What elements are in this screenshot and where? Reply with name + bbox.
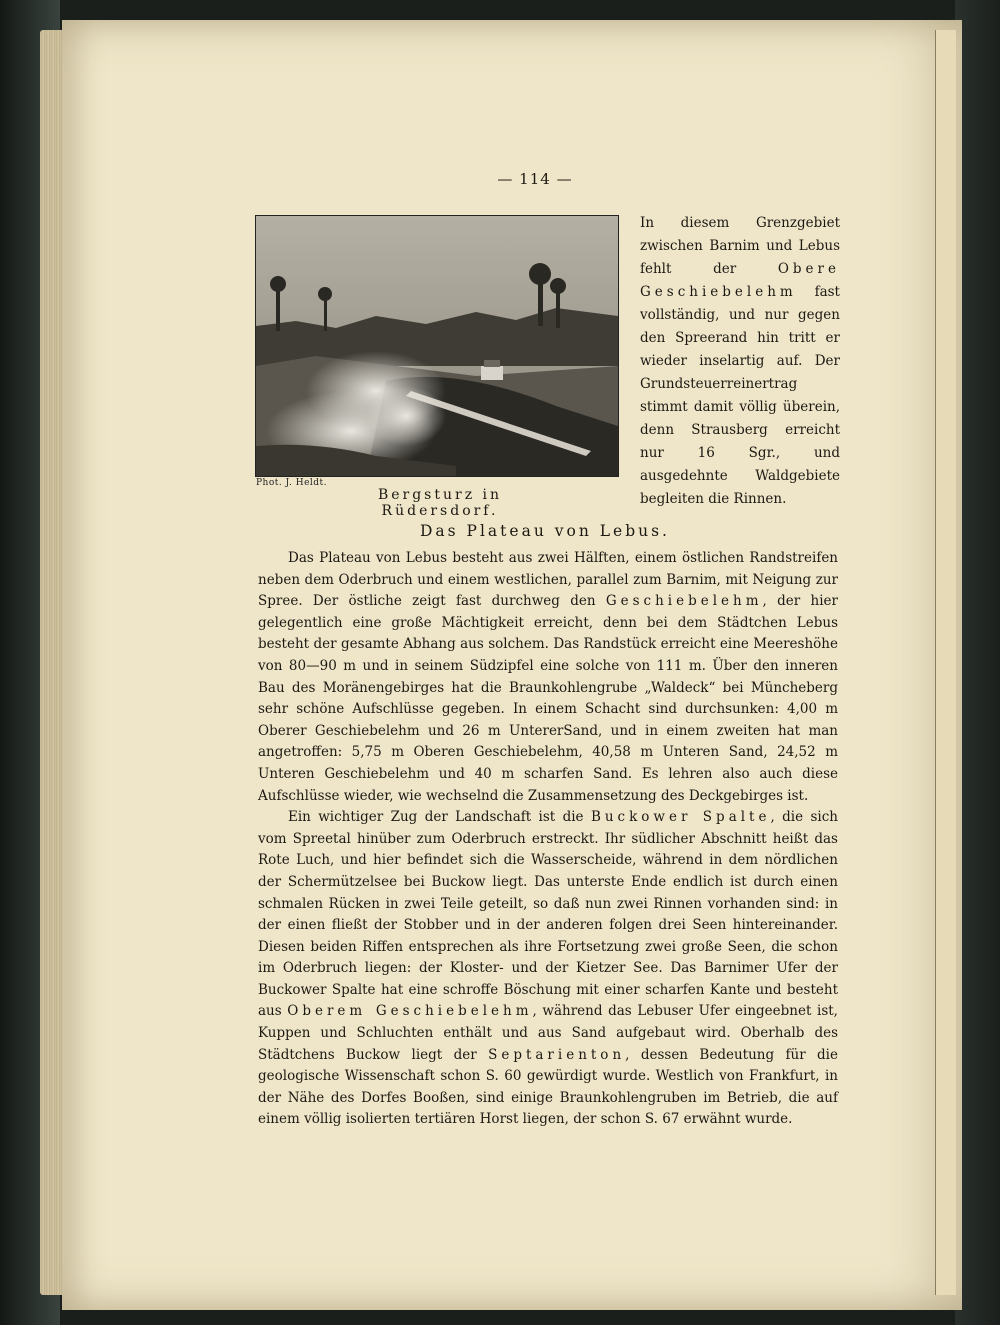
next-page-edge: [935, 30, 956, 1295]
text-run: Ein wichtiger Zug der Landschaft ist die: [288, 809, 591, 826]
photo-credit: Phot. J. Heldt.: [256, 478, 328, 488]
figure-caption: Bergsturz in Rüdersdorf.: [377, 487, 503, 519]
side-text-emphasis: Obere Geschiebelehm: [640, 261, 840, 300]
text-run: , die sich vom Spreetal hinüber zum Oderbruch erstreckt. Ihr südlicher Abschnitt heißt das Rote Luch, und hier befindet sich die Wasserscheide, während in dem nördlichen der Schermützelsee bei Buckow liegt. Das unterste Ende endlich ist durch einen schmalen Rücken in zwei Teile geteilt, so daß nun zwei Rinnen vorhanden sind: in der einen fließt der Stobber und in der anderen folgen drei Seen hintereinander. Diesen beiden Riffen entsprechen als ihre Fortsetzung zwei große Seen, die schon im Oderbruch liegen: der Kloster- und der Kietzer See. Das Barnimer Ufer der Buckower Spalte hat eine schroffe Böschung mit einer scharfen Kante und besteht aus: [258, 809, 838, 1020]
text-run: , während das Lebuser Ufer eingeebnet ist, Kuppen und Schluchten enthält und aus Sand aufgebaut wird. Oberhalb des Städtchens Buckow liegt der: [258, 1003, 838, 1063]
paragraph: [258, 548, 838, 807]
body-text: [258, 548, 838, 1131]
page-number: — 114 —: [497, 170, 573, 188]
side-column-text: [640, 212, 840, 511]
side-text-part: In diesem Grenzgebiet zwischen Barnim und Lebus fehlt der: [640, 215, 840, 277]
text-run: Das Plateau von Lebus besteht aus zwei Hälften, einem östlichen Randstreifen neben dem Oderbruch und einem westlichen, parallel zum Barnim, mit Neigung zur Spree. Der östliche zeigt fast durchweg den: [258, 550, 838, 610]
landslide-photo: [255, 215, 619, 477]
side-text-part: fast vollständig, und nur gegen den Spreerand hin tritt er wieder inselartig auf. Der Grundsteuerreinertrag stimmt damit völlig überein, denn Strausberg erreicht nur 16 Sgr., und ausgedehnte Waldgebiete begleiten die Rinnen.: [640, 284, 840, 507]
emphasis: Geschiebelehm: [605, 593, 763, 610]
text-run: , dessen Bedeutung für die geologische Wissenschaft schon S. 60 gewürdigt wurde. Westlich von Frankfurt, in der Nähe des Dorfes Booßen, sind einige Braunkohlengruben im Betrieb, die auf einem völlig isolierten tertiären Horst liegen, der schon S. 67 erwähnt wurde.: [258, 1046, 838, 1128]
paragraph: [258, 807, 838, 1131]
section-heading: Das Plateau von Lebus.: [420, 522, 670, 540]
emphasis: Oberem Geschiebelehm: [287, 1003, 533, 1020]
emphasis: Septarienton: [488, 1046, 626, 1063]
text-run: , der hier gelegentlich eine große Mächtigkeit erreicht, denn bei dem Städtchen Lebus besteht der gesamte Abhang aus solchem. Das Randstück erreicht eine Meereshöhe von 80—90 m und in seinem Südzipfel eine solche von 111 m. Über den inneren Bau des Moränengebirges hat die Braunkohlengrube „Waldeck“ bei Müncheberg sehr schöne Aufschlüsse gegeben. In einem Schacht sind durchsunken: 4,00 m Oberer Geschiebelehm und 26 m UntererSand, und in einem zweiten hat man angetroffen: 5,75 m Oberen Geschiebelehm, 40,58 m Unteren Sand, 24,52 m Unteren Geschiebelehm und 40 m scharfen Sand. Es lehren also auch diese Aufschlüsse wieder, wie wechselnd die Zusammensetzung des Deckgebirges ist.: [258, 593, 838, 804]
emphasis: Buckower Spalte: [590, 809, 771, 826]
